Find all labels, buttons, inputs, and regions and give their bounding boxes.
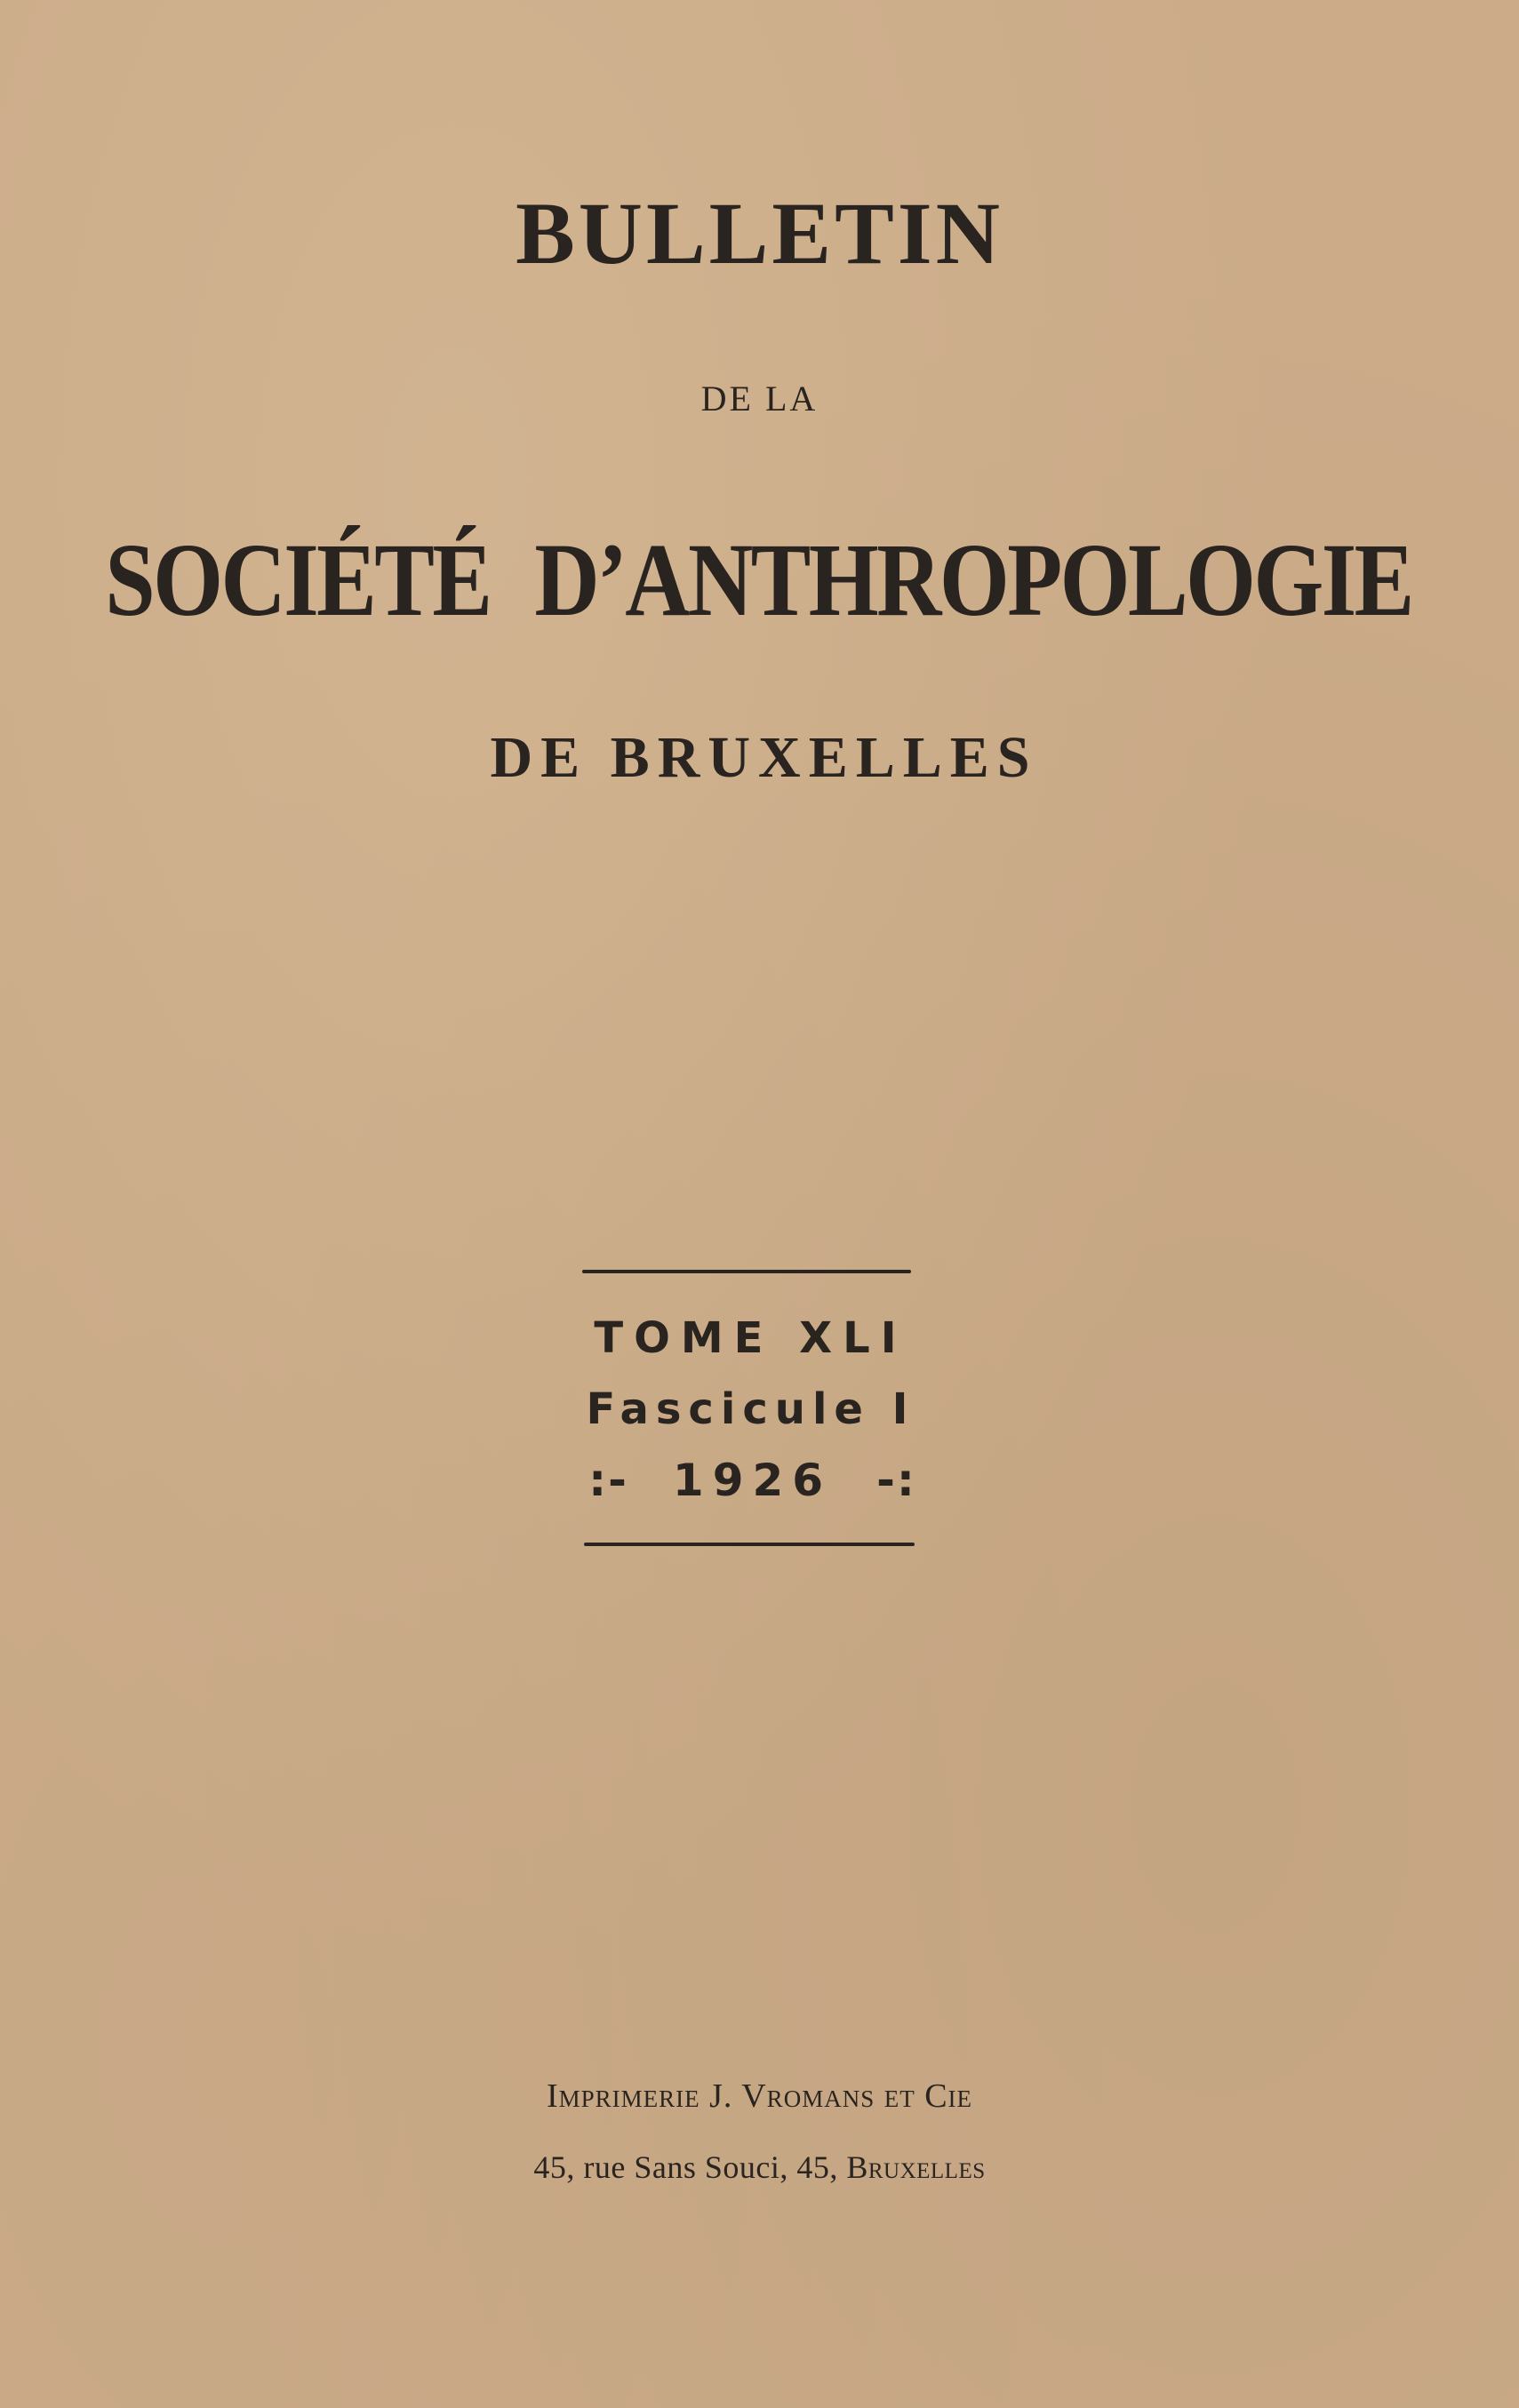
fascicule-number: Fascicule I <box>586 1384 915 1434</box>
society-word-anthropologie: D’ANTHROPOLOGIE <box>534 522 1412 638</box>
title-connector: DE LA <box>700 379 819 419</box>
printer-city: Bruxelles <box>846 2149 986 2185</box>
top-divider <box>582 1270 911 1273</box>
tome-number: TOME XLI <box>594 1313 907 1363</box>
bottom-divider <box>584 1543 915 1546</box>
society-word-societe: SOCIÉTÉ <box>105 522 491 638</box>
year-right-ornament: -: <box>876 1455 916 1506</box>
society-name <box>105 520 1411 641</box>
publication-year: 1926 <box>672 1455 833 1506</box>
printer-street: 45, rue Sans Souci, 45, <box>533 2149 838 2185</box>
bulletin-title: BULLETIN <box>516 184 1003 283</box>
year-line <box>0 1455 1512 1506</box>
printer-name: Imprimerie J. Vromans et Cie <box>546 2077 973 2115</box>
printer-address <box>0 2149 1519 2186</box>
society-city: DE BRUXELLES <box>490 725 1038 790</box>
year-left-ornament: :- <box>588 1455 628 1506</box>
